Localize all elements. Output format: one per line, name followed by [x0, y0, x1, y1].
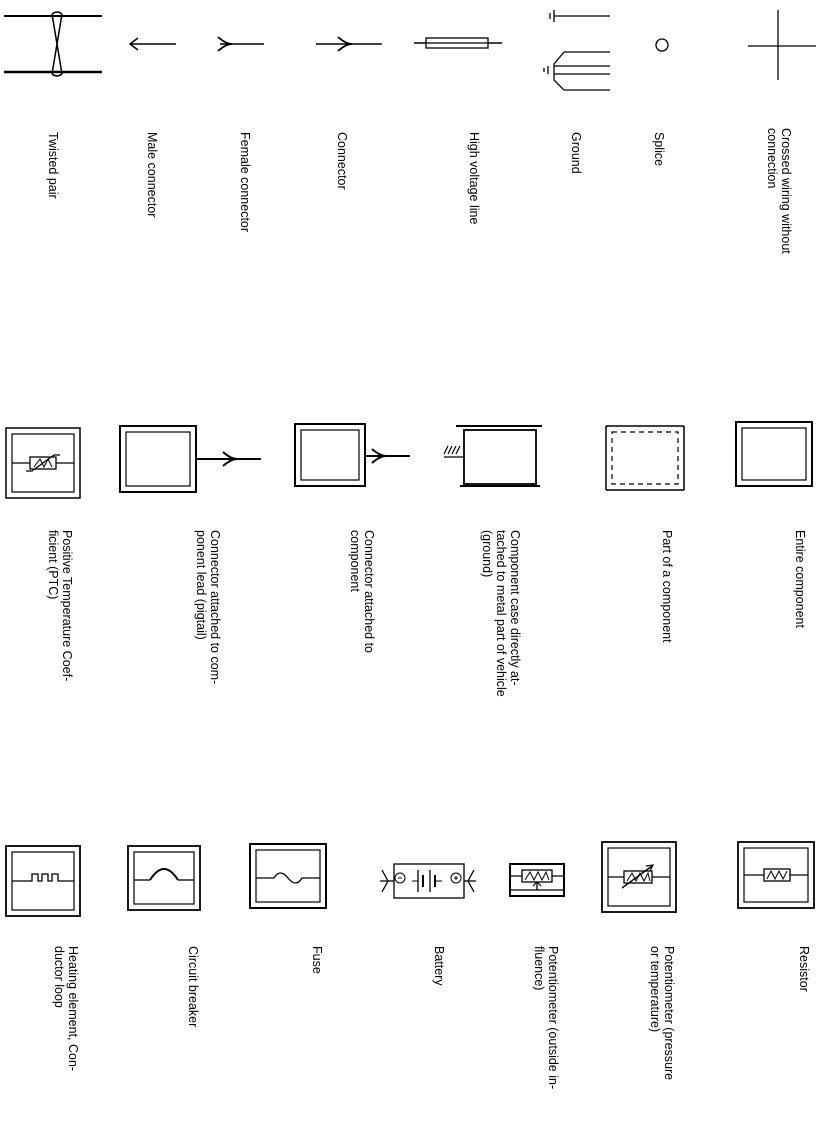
male-connector-label: Male connector: [145, 132, 159, 218]
potentiometer-outside-icon: [506, 860, 568, 900]
battery-icon: [378, 858, 478, 904]
circuit-breaker-icon: [122, 840, 212, 916]
fuse-label: Fuse: [310, 946, 324, 974]
resistor-icon: [732, 838, 822, 914]
circuit-breaker-label: Circuit breaker: [186, 946, 200, 1028]
male-connector-icon: [120, 30, 180, 60]
connector-pigtail-label: Connector attached to com- ponent lead (pigtail): [194, 530, 222, 685]
resistor-label: Resistor: [797, 946, 811, 992]
connector-icon: [310, 30, 390, 60]
ptc-label: Positive Temperature Coef- ficient (PTC): [46, 530, 74, 682]
connector-component-icon: [290, 420, 415, 492]
potentiometer-pressure-label: Potentiometer (pressure or temperature): [648, 946, 676, 1081]
component-case-ground-icon: [440, 420, 545, 492]
part-component-icon: [600, 420, 690, 496]
heating-element-label: Heating element, Con- ductor loop: [52, 946, 80, 1072]
connector-label: Connector: [335, 132, 349, 190]
high-voltage-line-label: High voltage line: [467, 132, 481, 225]
entire-component-icon: [730, 418, 820, 494]
ground-icon: [540, 4, 620, 96]
female-connector-label: Female connector: [238, 132, 252, 233]
potentiometer-pressure-icon: [596, 838, 686, 918]
fuse-icon: [244, 838, 334, 914]
ptc-icon: [0, 424, 90, 504]
connector-component-label: Connector attached to component: [348, 530, 376, 653]
part-component-label: Part of a component: [660, 530, 674, 643]
connector-pigtail-icon: [115, 420, 265, 500]
twisted-pair-label: Twisted pair: [46, 132, 60, 199]
component-case-ground-label: Component case directly at- tached to metal part of vehicle (ground): [480, 530, 522, 697]
crossed-wiring-label: Crossed wiring without connection: [765, 128, 793, 254]
high-voltage-line-icon: [410, 30, 510, 60]
female-connector-icon: [210, 30, 270, 60]
splice-label: Splice: [652, 132, 666, 167]
entire-component-label: Entire component: [793, 530, 807, 628]
splice-icon: [650, 34, 676, 60]
potentiometer-outside-label: Potentiometer (outside in- fluence): [532, 946, 560, 1090]
twisted-pair-icon: [0, 0, 110, 90]
battery-label: Battery: [432, 946, 446, 986]
heating-element-icon: [0, 842, 90, 922]
crossed-wiring-icon: [740, 6, 820, 86]
ground-label: Ground: [569, 132, 583, 174]
